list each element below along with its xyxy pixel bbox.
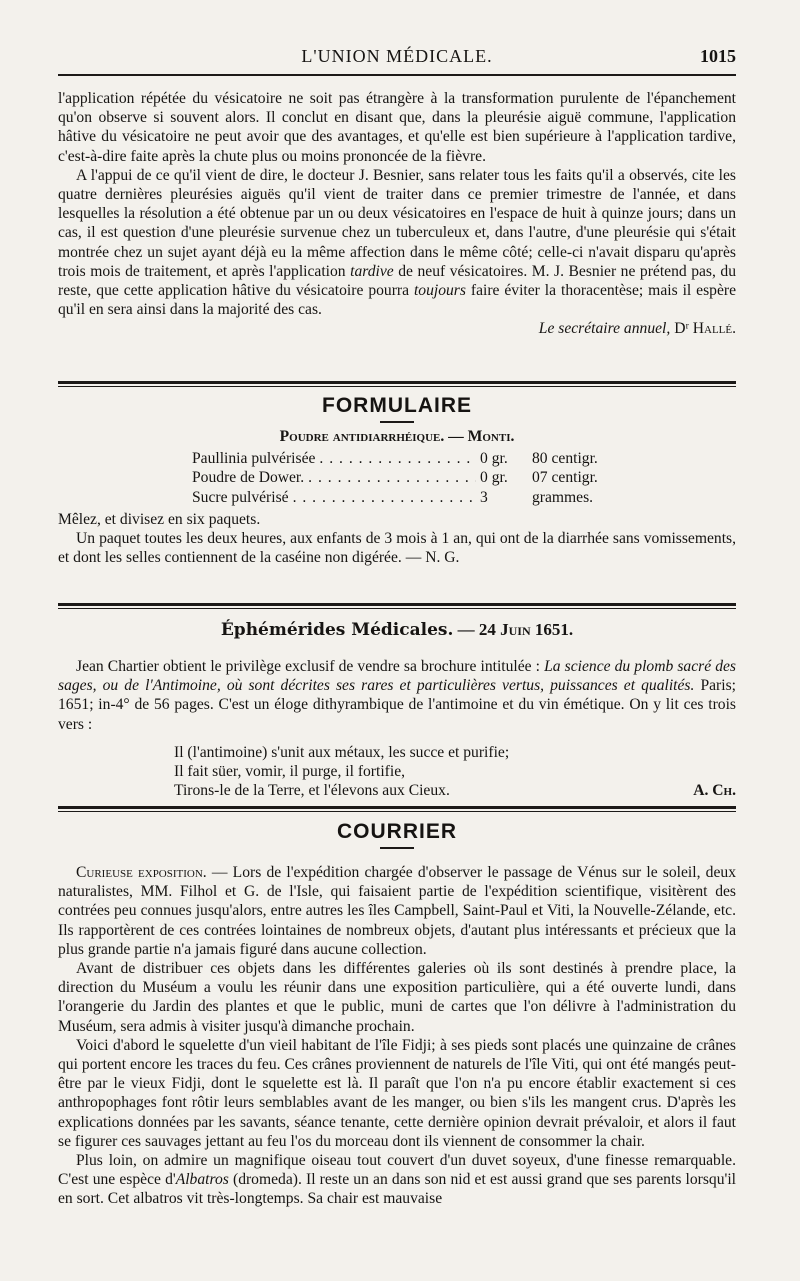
verse-line — [174, 781, 736, 800]
ephemerides-paragraph — [58, 657, 736, 734]
leader-dots — [319, 449, 476, 468]
ephemerides-section — [58, 619, 736, 800]
formulaire-heading-dash — [380, 421, 414, 423]
courrier-paragraph-1 — [58, 863, 736, 959]
ingredient-quantity: 3 — [480, 488, 488, 506]
courrier-paragraph-2: Avant de distribuer ces objets dans les différentes galeries où ils sont destinés à prendre place, la direction du Muséum a voulu les réunir dans une exposition particulière, qui a été ouverte lundi, dans l'orangerie du Jardin des plantes et que le public, muni de cartes que l'on délivre à l'administration du Muséum, sera admis à visiter jusqu'à dimanche prochain. — [58, 960, 736, 1035]
intro-section — [58, 89, 736, 339]
ephemerides-p-part-b: Paris; 1651; in-4° de 56 pages. C'est un éloge dithyrambique de l'antimoine et du vin émétique. On y lit ces trois vers : — [58, 677, 736, 733]
leader-dots — [293, 488, 476, 507]
ingredient-name: Poudre de Dower. — [192, 469, 305, 487]
ingredient-name: Sucre pulvérisé — [192, 488, 289, 506]
verse-line: Il fait süer, vomir, il purge, il fortifie, — [174, 763, 406, 781]
intro-p2-part-b: de neuf vésicatoires. M. J. Besnier ne prétend pas, du reste, que cette application hâtive du vésicatoire pourra — [58, 262, 736, 300]
section-rule-courrier — [58, 806, 736, 812]
section-rule-ephemerides — [58, 603, 736, 609]
intro-paragraph-1: l'application répétée du vésicatoire ne soit pas étrangère à la transformation purulente de l'épanchement qu'on observe si souvent alors. Il conclut en disant que, dans la pleurésie aiguë commune, l'application hâtive du vésicatoire ne peut avoir que des avantages, et qu'elle est bien supérieure à l'application tardive, c'est-à-dire faite après la chute plus ou moins prononcée de la fièvre. — [58, 90, 736, 165]
formulaire-section — [58, 394, 736, 567]
intro-p2-emphasis-1: tardive — [350, 262, 394, 280]
courrier-lead-title: Curieuse exposition. — [76, 864, 207, 881]
signature-name: Dʳ Hallé. — [674, 320, 736, 338]
intro-p2-emphasis-2: toujours — [413, 282, 466, 300]
formulaire-subtitle: Poudre antidiarrhéique. — Monti. — [279, 428, 515, 445]
species-name: Albatros — [175, 1171, 229, 1189]
courrier-p1-text: — Lors de l'expédition chargée d'observer le passage de Vénus sur le soleil, deux naturalistes, MM. Filhol et G. de l'Isle, qui faisaient partie de l'expédition scientifique, visitèrent des contrées peu connues jusqu'alors, entre autres les îles Campbell, Saint-Paul et Viti, la Nouvelle-Zélande, etc. Ils rapportèrent de ces contrées lointaines de nombreux objets, d'autant plus intéressants et précieux que la plus grande partie n'a jamais figuré dans aucune collection. — [58, 864, 736, 958]
ephemerides-signature: A. Ch. — [693, 782, 736, 800]
formulaire-note: Un paquet toutes les deux heures, aux enfants de 3 mois à 1 an, qui ont de la diarrhée sans vomissements, et dont les selles contiennent de la caséine non digérée. — N. G. — [58, 530, 736, 567]
intro-signature — [58, 319, 736, 338]
formulaire-instruction: Mêlez, et divisez en six paquets. — [58, 510, 261, 528]
ingredient-row — [192, 468, 632, 487]
ingredient-list — [192, 449, 632, 507]
courrier-heading: COURRIER — [336, 820, 457, 843]
ephemerides-heading: Éphémérides Médicales. — [220, 620, 454, 640]
intro-paragraph-2 — [58, 166, 736, 320]
ingredient-quantity: 0 gr. — [480, 469, 508, 487]
intro-p2-part-c: faire éviter la thoracentèse; mais il espère qu'il en sera ainsi dans la majorité des cas. — [58, 282, 736, 319]
ingredient-row — [192, 449, 632, 468]
leader-dots — [308, 468, 476, 487]
ephemerides-p-part-a: Jean Chartier obtient le privilège exclusif de vendre sa brochure intitulée : — [76, 658, 541, 675]
verse-text: Tirons-le de la Terre, et l'élevons aux Cieux. — [174, 782, 450, 800]
courrier-p4-part-a: Plus loin, on admire un magnifique oiseau tout couvert d'un duvet soyeux, d'une finesse remarquable. C'est une espèce d' — [58, 1152, 736, 1189]
courrier-paragraph-4 — [58, 1151, 736, 1209]
running-header — [58, 46, 736, 70]
book-title: La science du plomb sacré des sages, ou de l'Antimoine, où sont décrites ses rares et particulières vertus, puissances et qualités. — [58, 658, 737, 695]
courrier-p4-part-b: (dromeda). Il reste un an dans son nid et est aussi grand que ses parents lorsqu'il en sort. Cet albatros vit très-longtemps. Sa chair est mauvaise — [58, 1171, 737, 1208]
signature-role: Le secrétaire annuel, — [538, 320, 671, 338]
courrier-section — [58, 820, 736, 1209]
ingredient-name: Paullinia pulvérisée — [192, 450, 316, 468]
page-number: 1015 — [700, 46, 736, 66]
courrier-heading-dash — [380, 847, 414, 849]
intro-p2-part-a: A l'appui de ce qu'il vient de dire, le docteur J. Besnier, sans relater tous les faits qu'il a observés, cite les quatre dernières pleurésies aiguës qu'il vient de traiter dans ce premier trimestre de l'année, et dans lesquelles la résolution a été obtenue par un ou deux vésicatoires en l'espace de huit à quinze jours; dans un cas, il est question d'une pleurésie survenue chez un tuberculeux et, dans l'autre, d'une pleurésie qui s'était montrée chez un sujet ayant déjà eu la même affection dans le même côté; celle-ci n'avait disparu qu'après trois mois de traitement, et après l'application — [58, 166, 736, 280]
ephemerides-date: — 24 Juin 1651. — [457, 620, 574, 639]
formulaire-heading: FORMULAIRE — [322, 394, 472, 417]
ingredient-quantity: 0 gr. — [480, 450, 508, 468]
ingredient-unit: 07 centigr. — [532, 469, 598, 487]
verse-line: Il (l'antimoine) s'unit aux métaux, les succe et purifie; — [174, 743, 510, 761]
verse-block — [174, 743, 736, 801]
header-rule — [58, 74, 736, 76]
ingredient-unit: grammes. — [532, 488, 594, 506]
courrier-paragraph-3: Voici d'abord le squelette d'un vieil habitant de l'île Fidji; à ses pieds sont placés une quinzaine de crânes qui portent encore les traces du feu. Ces crânes proviennent de naturels de l'île Viti, qui ont été mangés peut-être par le vieux Fidji, dont le squelette est là. Il paraît que l'on n'a pu encore établir exactement si ces anthropophages font rôtir leurs semblables avant de les manger, ou bien s'ils les mangent crus. D'après les explications données par les savants, séance tenante, cette dernière opinion devrait prévaloir, et alors il faut se figurer ces sauvages jettant au feu l'os du morceau dont ils viennent de consommer la chair. — [58, 1036, 736, 1150]
section-rule-formulaire — [58, 381, 736, 387]
ephemerides-heading-line — [58, 619, 736, 641]
ingredient-unit: 80 centigr. — [532, 450, 598, 468]
ingredient-row — [192, 488, 632, 507]
journal-title: L'UNION MÉDICALE. — [301, 46, 493, 66]
